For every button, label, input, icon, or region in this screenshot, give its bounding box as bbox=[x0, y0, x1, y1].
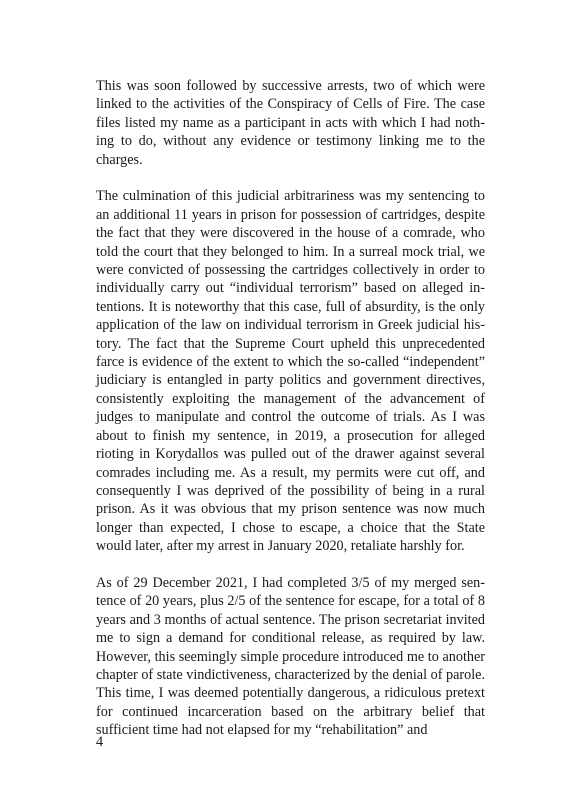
page-number: 4 bbox=[96, 734, 104, 750]
paragraph-arrests: This was soon followed by successive arrests, two of which were linked to the activities of the Conspiracy of Cells of Fire. The case files listed my name as a participant in acts with which I had nothing to do, without any evidence or testimony linking me to the charges. bbox=[96, 78, 485, 168]
paragraph-sentencing: The culmination of this judicial arbitrariness was my sentencing to an additional 11 years in prison for possession of cartridges, despite the fact that they were discovered in the house of a comrade, who told the court that they belonged to him. In a surreal mock trial, we were convicted of possessing the cartridges collectively in order to individually carry out “individual terrorism” based on alleged intentions. It is noteworthy that this case, full of absurdity, is the only application of the law on individual terrorism in Greek judicial history. The fact that the Supreme Court upheld this unprecedented farce is evidence of the extent to which the so-called “independent” judiciary is entangled in party politics and government directives, consistently exploiting the management of the advancement of judges to manipulate and control the outcome of trials. As I was about to finish my sentence, in 2019, a prosecution for alleged rioting in Korydallos was pulled out of the drawer against several comrades including me. As a result, my permits were cut off, and consequently I was deprived of the possibility of being in a rural prison. As it was obvious that my prison sentence was now much longer than expected, I chose to escape, a choice that the State would later, after my arrest in January 2020, retaliate harshly for. bbox=[96, 188, 485, 555]
body-text bbox=[96, 77, 485, 758]
paragraph-parole: As of 29 December 2021, I had completed 3/5 of my merged sentence of 20 years, plus 2/5 of the sentence for escape, for a total of 8 years and 3 months of actual sentence. The prison secretariat invited me to sign a demand for conditional release, as required by law. However, this seemingly simple procedure introduced me to another chapter of state vindictiveness, characterized by the denial of parole. This time, I was deemed potentially dangerous, a ridiculous pretext for continued incarceration based on the arbitrary belief that sufficient time had not elapsed for my “rehabilitation” and bbox=[96, 574, 485, 739]
